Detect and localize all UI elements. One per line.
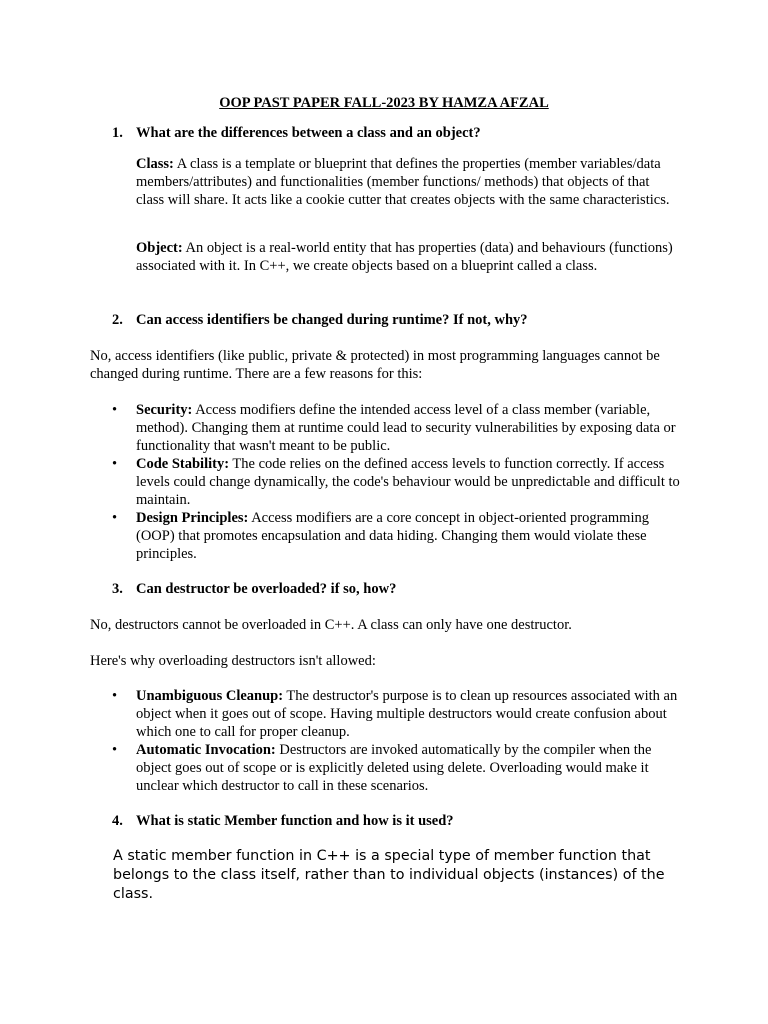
list-item [110,741,685,795]
question-number: 4. [112,813,123,829]
object-definition [136,239,681,275]
question-number: 1. [112,125,123,141]
term: Design Principles: [136,510,249,526]
term: Automatic Invocation: [136,742,276,758]
bullet-list [110,401,685,563]
item-text: The destructor's purpose is to clean up resources associated with an object when it goes out of scope. Having multiple destructors would create confusion about which one to call for proper cleanup. [136,688,678,740]
term: Code Stability: [136,456,230,472]
question-text: Can access identifiers be changed during runtime? If not, why? [136,312,528,328]
bullet-icon: • [112,456,118,472]
item-text: Destructors are invoked automatically by the compiler when the object goes out of scope or is explicitly deleted using delete. Overloading would make it unclear which destructor to call in these scenarios. [136,742,652,794]
item-text: Access modifiers are a core concept in object-oriented programming (OOP) that promotes encapsulation and data hiding. Changing them would violate these principles. [136,510,649,562]
term: Unambiguous Cleanup: [136,688,284,704]
bullet-icon: • [112,402,118,418]
class-definition [136,155,681,209]
question-number: 2. [112,312,123,328]
list-item [110,455,685,509]
term: Object: [136,240,183,256]
definition: An object is a real-world entity that has properties (data) and behaviours (functions) associated with it. In C++, we create objects based on a blueprint called a class. [136,240,673,274]
term: Security: [136,402,193,418]
question-number: 3. [112,581,123,597]
question-1 [112,124,481,142]
item-text: The code relies on the defined access levels to function correctly. If access levels could change dynamically, the code's behaviour would be unpredictable and difficult to maintain. [136,456,680,508]
question-3 [112,580,396,598]
list-item [110,509,685,563]
question-text: Can destructor be overloaded? if so, how? [136,581,397,597]
bullet-icon: • [112,510,118,526]
bullet-icon: • [112,688,118,704]
answer-paragraph: No, destructors cannot be overloaded in C++. A class can only have one destructor. [90,617,572,633]
answer-paragraph: Here's why overloading destructors isn't allowed: [90,653,376,669]
bullet-list [110,687,685,795]
answer-paragraph: A static member function in C++ is a special type of member function that belongs to the class itself, rather than to individual objects (instances) of the class. [113,848,665,902]
page-title: OOP PAST PAPER FALL-2023 BY HAMZA AFZAL [219,95,549,111]
item-text: Access modifiers define the intended access level of a class member (variable, method). Changing them at runtime could lead to security vulnerabilities by exposing data or functionality that wasn't meant to be public. [136,402,676,454]
list-item [110,687,685,741]
question-4 [112,812,454,830]
question-text: What is static Member function and how is it used? [136,813,454,829]
bullet-icon: • [112,742,118,758]
question-2 [112,311,528,329]
answer-paragraph: No, access identifiers (like public, private & protected) in most programming languages cannot be changed during runtime. There are a few reasons for this: [90,348,660,382]
question-text: What are the differences between a class and an object? [136,125,481,141]
definition: A class is a template or blueprint that defines the properties (member variables/data members/attributes) and functionalities (member functions/ methods) that objects of that class will share. It acts like a cookie cutter that creates objects with the same characteristics. [136,156,670,208]
list-item [110,401,685,455]
term: Class: [136,156,174,172]
